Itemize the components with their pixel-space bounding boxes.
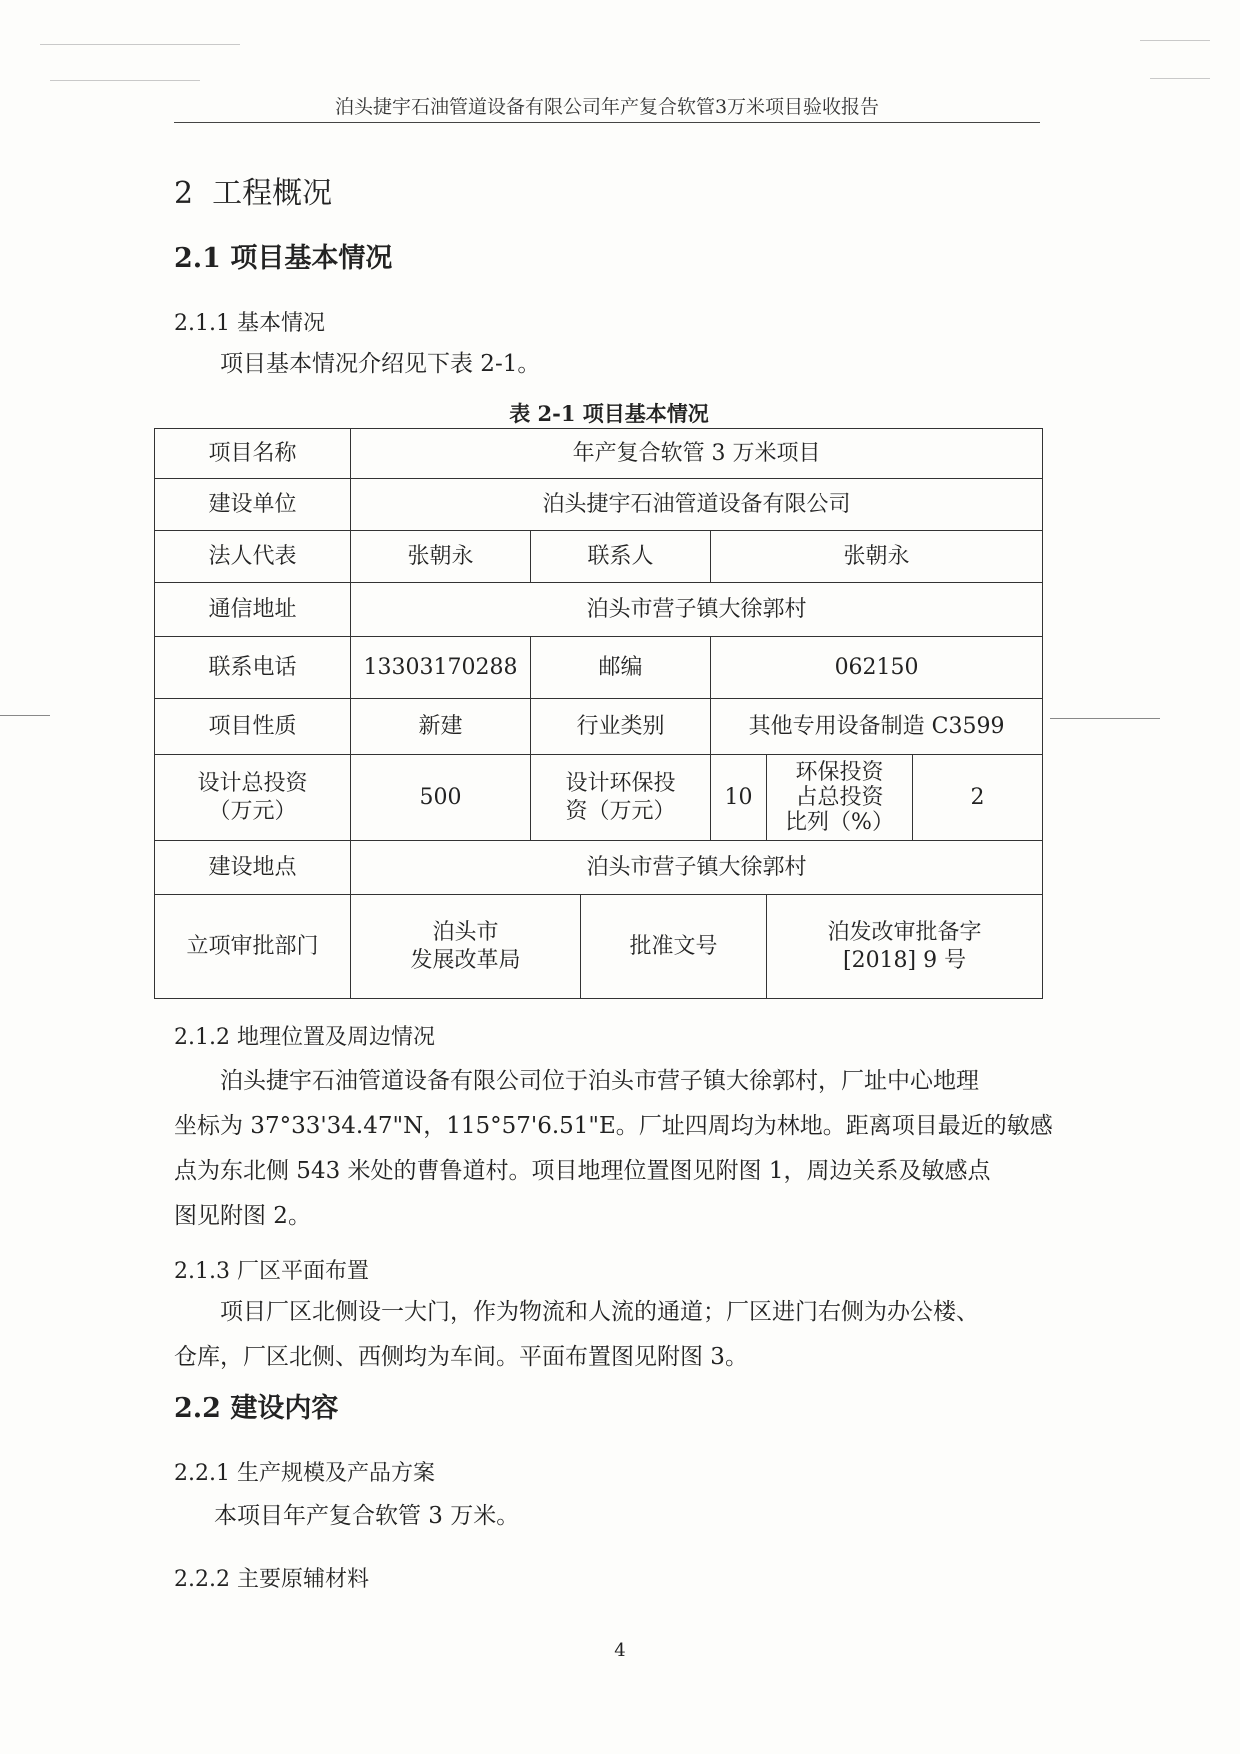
- cell-label: 行业类别: [531, 699, 711, 755]
- subsection-heading-2-2-2: 2.2.2 主要原辅材料: [174, 1567, 369, 1592]
- cell-label: 批准文号: [581, 895, 767, 999]
- value-line: [2018] 9 号: [842, 947, 967, 973]
- header-rule: [174, 122, 1040, 123]
- label-line: 环保投资: [795, 760, 884, 785]
- table-row: [155, 699, 1043, 755]
- label-line: （万元）: [208, 798, 297, 824]
- text-line: 项目厂区北侧设一大门，作为物流和人流的通道；厂区进门右侧为办公楼、: [220, 1299, 979, 1325]
- subsection-heading-2-2-1: 2.2.1 生产规模及产品方案: [174, 1461, 435, 1486]
- paragraph-location: [174, 1059, 1054, 1239]
- text-line: 泊头捷宇石油管道设备有限公司位于泊头市营子镇大徐郭村，厂址中心地理: [220, 1068, 979, 1094]
- table-row: [155, 429, 1043, 479]
- intro-paragraph: 项目基本情况介绍见下表 2-1。: [220, 351, 541, 377]
- label-line: 设计环保投: [565, 770, 676, 796]
- scan-artifact: [1150, 78, 1210, 79]
- label-line: 比列（%）: [785, 810, 894, 835]
- chapter-title: 工程概况: [212, 176, 333, 211]
- table-row: [155, 637, 1043, 699]
- table-row: [155, 479, 1043, 531]
- cell-value: 张朝永: [711, 531, 1043, 583]
- cell-label: 联系人: [531, 531, 711, 583]
- table-row: [155, 895, 1043, 999]
- cell-value: 其他专用设备制造 C3599: [711, 699, 1043, 755]
- running-header: 泊头捷宇石油管道设备有限公司年产复合软管3万米项目验收报告: [334, 96, 880, 118]
- value-line: 泊发改审批备字: [827, 919, 982, 945]
- cell-value: 13303170288: [351, 637, 531, 699]
- section-heading-2-2: 2.2 建设内容: [174, 1393, 339, 1424]
- page-number: 4: [614, 1640, 626, 1661]
- cell-label: 通信地址: [155, 583, 351, 637]
- scan-artifact: [40, 44, 240, 45]
- text-line: 仓库，厂区北侧、西侧均为车间。平面布置图见附图 3。: [174, 1344, 748, 1370]
- value-line: 发展改革局: [410, 947, 521, 973]
- label-line: 设计总投资: [197, 770, 308, 796]
- cell-label: 项目性质: [155, 699, 351, 755]
- cell-label: 法人代表: [155, 531, 351, 583]
- subsection-heading-2-1-3: 2.1.3 厂区平面布置: [174, 1259, 369, 1284]
- cell-value: 10: [711, 755, 767, 841]
- scan-artifact: [50, 80, 200, 81]
- value-line: 泊头市: [432, 919, 499, 945]
- cell-value: 500: [351, 755, 531, 841]
- label-line: 占总投资: [795, 785, 884, 810]
- text-line: 图见附图 2。: [174, 1203, 311, 1229]
- paragraph-scale: 本项目年产复合软管 3 万米。: [214, 1503, 520, 1529]
- table-row: [155, 531, 1043, 583]
- cell-value: 2: [913, 755, 1043, 841]
- subsection-heading-2-1-2: 2.1.2 地理位置及周边情况: [174, 1025, 435, 1050]
- cell-label: 立项审批部门: [155, 895, 351, 999]
- scan-artifact: [0, 715, 50, 716]
- cell-label: [155, 755, 351, 841]
- scan-artifact: [1140, 40, 1210, 41]
- cell-label: 联系电话: [155, 637, 351, 699]
- section-heading-2-1: 2.1 项目基本情况: [174, 243, 393, 274]
- cell-value: 新建: [351, 699, 531, 755]
- label-line: 资（万元）: [565, 798, 676, 824]
- cell-value: [351, 895, 581, 999]
- table-caption: 表 2-1 项目基本情况: [509, 401, 709, 426]
- table-row: [155, 583, 1043, 637]
- cell-label: 建设单位: [155, 479, 351, 531]
- cell-label: 建设地点: [155, 841, 351, 895]
- text-line: 点为东北侧 543 米处的曹鲁道村。项目地理位置图见附图 1，周边关系及敏感点: [174, 1158, 991, 1184]
- cell-value: 062150: [711, 637, 1043, 699]
- scan-artifact: [1050, 718, 1160, 719]
- chapter-number: 2: [174, 176, 194, 211]
- cell-label: 项目名称: [155, 429, 351, 479]
- cell-label: [531, 755, 711, 841]
- text-line: 坐标为 37°33'34.47"N，115°57'6.51"E。厂址四周均为林地。距离项目最近的敏感: [174, 1113, 1053, 1139]
- cell-label: 邮编: [531, 637, 711, 699]
- subsection-heading-2-1-1: 2.1.1 基本情况: [174, 311, 325, 336]
- paragraph-layout: [174, 1290, 1054, 1380]
- cell-value: 泊头捷宇石油管道设备有限公司: [351, 479, 1043, 531]
- table-row: [155, 841, 1043, 895]
- cell-value: 泊头市营子镇大徐郭村: [351, 583, 1043, 637]
- chapter-heading: [174, 168, 332, 212]
- cell-value: 年产复合软管 3 万米项目: [351, 429, 1043, 479]
- cell-value: [767, 895, 1043, 999]
- project-info-table: [154, 428, 1043, 999]
- cell-value: 泊头市营子镇大徐郭村: [351, 841, 1043, 895]
- table-row: [155, 755, 1043, 841]
- cell-label: [767, 755, 913, 841]
- cell-value: 张朝永: [351, 531, 531, 583]
